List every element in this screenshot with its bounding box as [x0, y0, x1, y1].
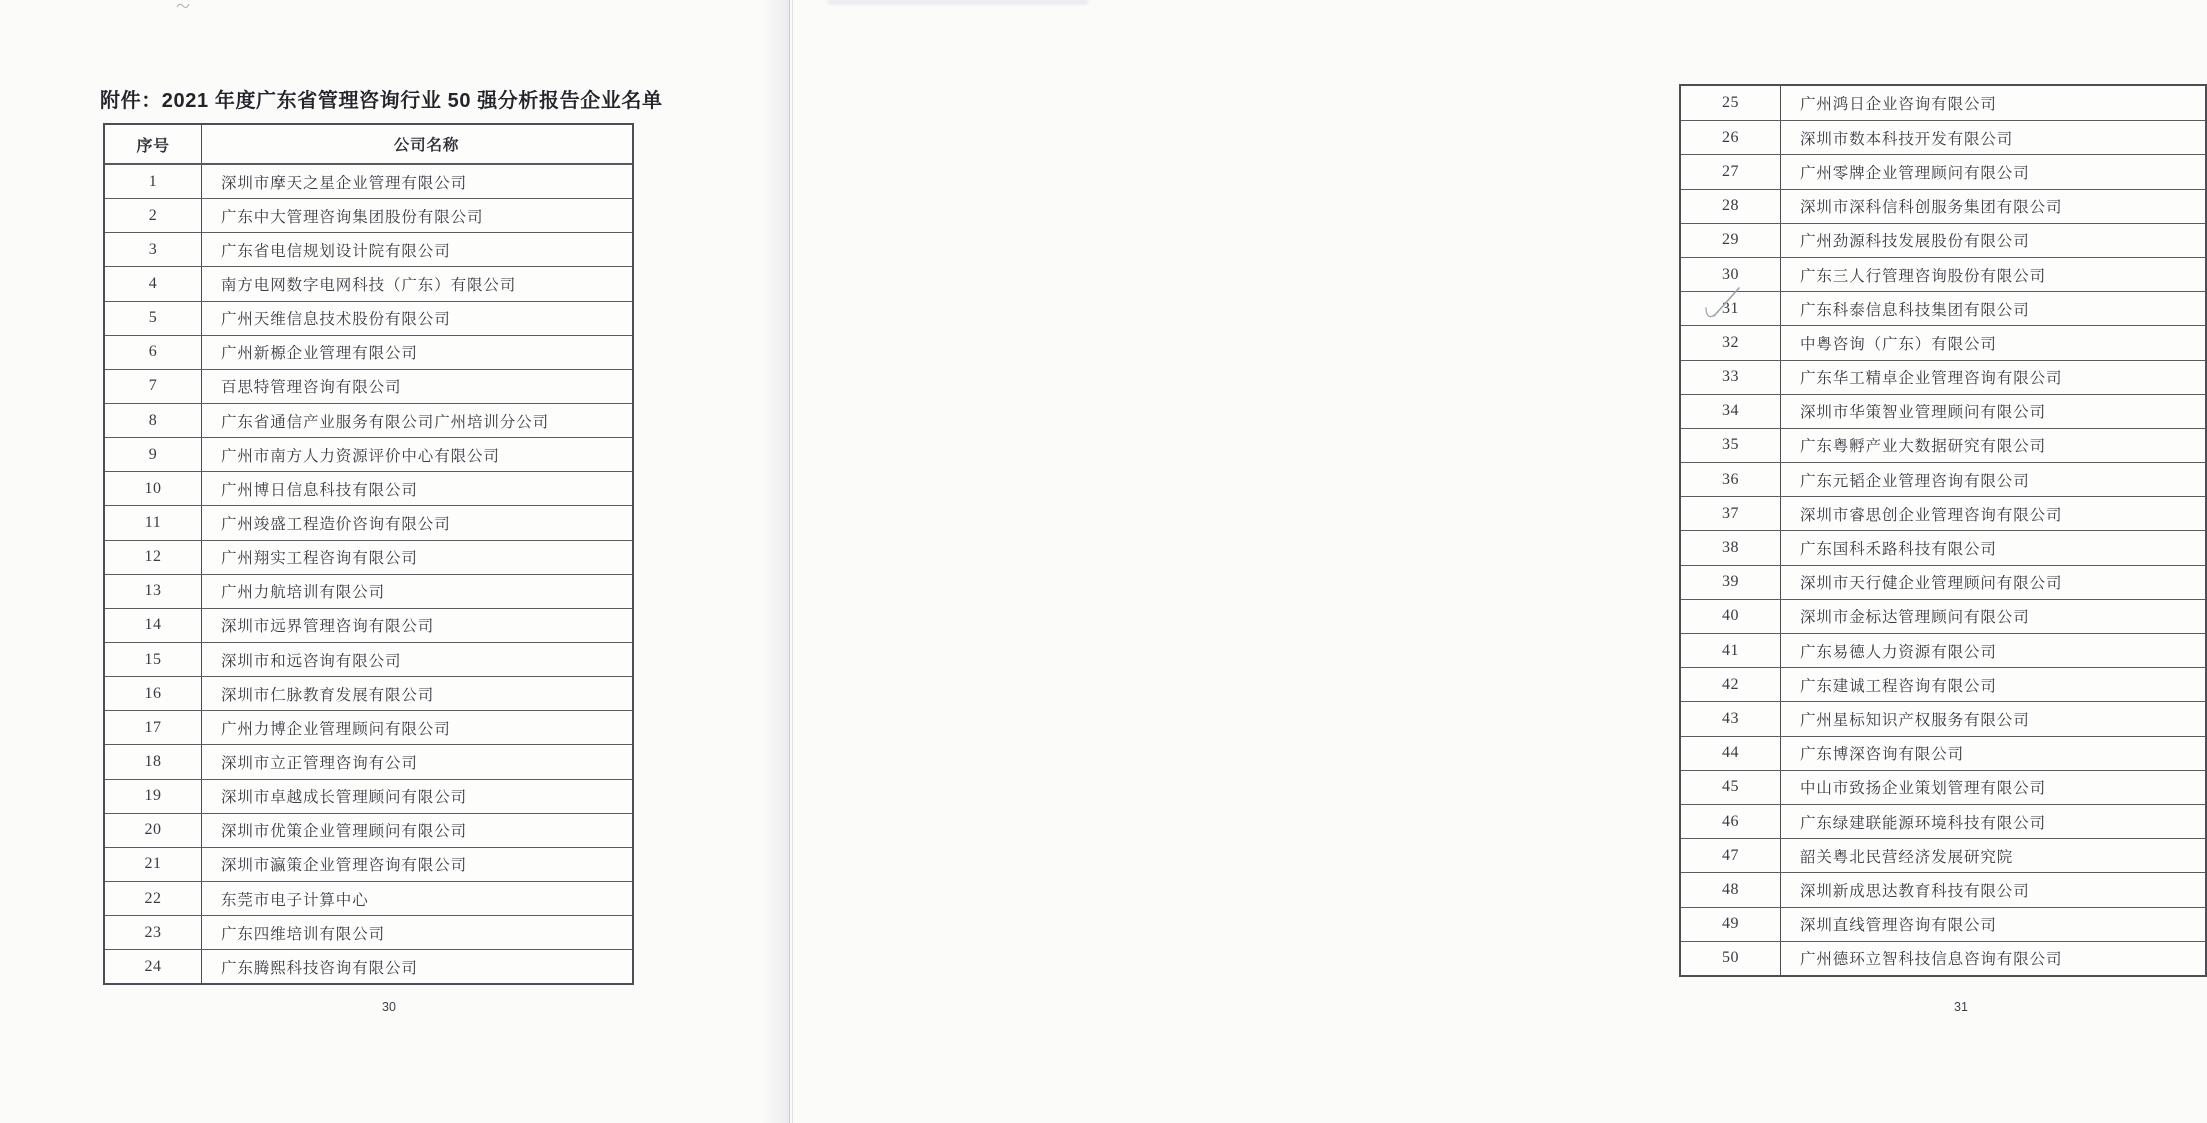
table-row — [105, 608, 632, 642]
table-row — [1681, 496, 2205, 530]
row-index: 49 — [1681, 908, 1781, 941]
table-row — [1681, 907, 2205, 941]
company-name: 广东华工精卓企业管理咨询有限公司 — [1800, 370, 2063, 388]
table-row — [1681, 872, 2205, 906]
company-name: 深圳市仁脉教育发展有限公司 — [221, 686, 435, 704]
row-index: 43 — [1681, 702, 1781, 735]
row-index: 15 — [105, 643, 202, 676]
row-index: 32 — [1681, 326, 1781, 359]
companies-table-right — [1679, 84, 2207, 977]
company-name: 广东腾熙科技咨询有限公司 — [221, 959, 418, 977]
header-company: 公司名称 — [393, 137, 460, 154]
company-name: 广东四维培训有限公司 — [221, 925, 386, 943]
table-body-left — [105, 164, 632, 983]
table-row — [105, 437, 632, 471]
company-name: 广州博日信息科技有限公司 — [221, 481, 418, 499]
company-name: 广州市南方人力资源评价中心有限公司 — [221, 447, 500, 465]
table-row — [105, 813, 632, 847]
table-row — [105, 847, 632, 881]
table-row — [1681, 736, 2205, 770]
company-name: 深圳市金标达管理顾问有限公司 — [1800, 609, 2030, 627]
table-row — [1681, 667, 2205, 701]
row-index: 24 — [105, 950, 202, 983]
company-name: 广州天维信息技术股份有限公司 — [221, 311, 451, 329]
table-row — [1681, 154, 2205, 188]
company-name: 深圳市和远咨询有限公司 — [221, 652, 402, 670]
row-index: 41 — [1681, 634, 1781, 667]
table-row — [105, 232, 632, 266]
table-row — [105, 266, 632, 300]
company-name: 广东省通信产业服务有限公司广州培训分公司 — [221, 413, 550, 431]
company-name: 广东易德人力资源有限公司 — [1800, 643, 1997, 661]
table-header-row — [105, 125, 632, 164]
company-name: 深圳直线管理咨询有限公司 — [1800, 917, 1997, 935]
row-index: 33 — [1681, 361, 1781, 394]
table-row — [105, 198, 632, 232]
row-index: 35 — [1681, 429, 1781, 462]
table-row — [105, 744, 632, 778]
table-row — [1681, 838, 2205, 872]
row-index: 13 — [105, 575, 202, 608]
row-index: 28 — [1681, 190, 1781, 223]
document-title: 附件：2021 年度广东省管理咨询行业 50 强分析报告企业名单 — [100, 90, 663, 112]
page-left — [0, 0, 790, 1123]
table-row — [1681, 257, 2205, 291]
table-row — [1681, 941, 2205, 975]
row-index: 9 — [105, 438, 202, 471]
row-index: 12 — [105, 541, 202, 574]
company-name: 广东建诚工程咨询有限公司 — [1800, 677, 1997, 695]
page-number-left: 30 — [382, 1000, 396, 1014]
company-name: 广州德环立智科技信息咨询有限公司 — [1800, 951, 2063, 969]
company-name: 深圳市瀛策企业管理咨询有限公司 — [221, 857, 468, 875]
table-row — [105, 471, 632, 505]
table-row — [1681, 770, 2205, 804]
row-index: 8 — [105, 404, 202, 437]
row-index: 7 — [105, 370, 202, 403]
company-name: 深圳新成思达教育科技有限公司 — [1800, 882, 2030, 900]
table-row — [105, 369, 632, 403]
company-name: 广东元韬企业管理咨询有限公司 — [1800, 472, 2030, 490]
company-name: 深圳市数本科技开发有限公司 — [1800, 130, 2014, 148]
company-name: 广州新榞企业管理有限公司 — [221, 345, 418, 363]
company-name: 深圳市天行健企业管理顾问有限公司 — [1800, 575, 2063, 593]
row-index: 16 — [105, 677, 202, 710]
company-name: 广州力博企业管理顾问有限公司 — [221, 720, 451, 738]
row-index: 2 — [105, 199, 202, 232]
table-row — [1681, 86, 2205, 120]
row-index: 37 — [1681, 497, 1781, 530]
table-row — [105, 881, 632, 915]
table-row — [105, 574, 632, 608]
company-name: 东莞市电子计算中心 — [221, 891, 369, 909]
table-row — [1681, 325, 2205, 359]
table-row — [1681, 291, 2205, 325]
page-right — [793, 0, 2063, 1123]
table-row — [1681, 462, 2205, 496]
table-row — [105, 779, 632, 813]
table-row — [105, 403, 632, 437]
row-index: 45 — [1681, 771, 1781, 804]
header-index: 序号 — [105, 125, 202, 163]
table-body-right — [1681, 86, 2205, 975]
row-index: 26 — [1681, 121, 1781, 154]
company-name: 中粤咨询（广东）有限公司 — [1800, 335, 1997, 353]
company-name: 广州鸿日企业咨询有限公司 — [1800, 96, 1997, 114]
table-row — [105, 164, 632, 198]
row-index: 31 — [1681, 292, 1781, 325]
table-row — [105, 335, 632, 369]
company-name: 韶关粤北民营经济发展研究院 — [1800, 848, 2014, 866]
row-index: 22 — [105, 882, 202, 915]
company-name: 深圳市优策企业管理顾问有限公司 — [221, 823, 468, 841]
row-index: 50 — [1681, 942, 1781, 975]
table-row — [1681, 120, 2205, 154]
table-row — [105, 642, 632, 676]
company-name: 广东绿建联能源环境科技有限公司 — [1800, 814, 2047, 832]
table-row — [1681, 428, 2205, 462]
company-name: 深圳市华策智业管理顾问有限公司 — [1800, 404, 2047, 422]
row-index: 23 — [105, 916, 202, 949]
row-index: 20 — [105, 814, 202, 847]
company-name: 广州劲源科技发展股份有限公司 — [1800, 233, 2030, 251]
company-name: 广东粤孵产业大数据研究有限公司 — [1800, 438, 2047, 456]
table-row — [105, 915, 632, 949]
companies-table-left — [103, 123, 634, 985]
table-row — [105, 949, 632, 983]
row-index: 19 — [105, 780, 202, 813]
company-name: 中山市致扬企业策划管理有限公司 — [1800, 780, 2047, 798]
table-row — [105, 540, 632, 574]
table-row — [1681, 530, 2205, 564]
row-index: 36 — [1681, 463, 1781, 496]
table-row — [105, 676, 632, 710]
table-row — [1681, 223, 2205, 257]
company-name: 广州竣盛工程造价咨询有限公司 — [221, 515, 451, 533]
company-name: 广东中大管理咨询集团股份有限公司 — [221, 208, 484, 226]
table-row — [1681, 189, 2205, 223]
table-row — [1681, 804, 2205, 838]
row-index: 17 — [105, 711, 202, 744]
row-index: 4 — [105, 267, 202, 300]
table-row — [1681, 701, 2205, 735]
company-name: 广东省电信规划设计院有限公司 — [221, 242, 451, 260]
company-name: 深圳市立正管理咨询有公司 — [221, 754, 418, 772]
table-row — [1681, 599, 2205, 633]
row-index: 39 — [1681, 566, 1781, 599]
company-name: 广州力航培训有限公司 — [221, 584, 386, 602]
row-index: 27 — [1681, 155, 1781, 188]
company-name: 广州零牌企业管理顾问有限公司 — [1800, 164, 2030, 182]
row-index: 18 — [105, 745, 202, 778]
company-name: 广州星标知识产权服务有限公司 — [1800, 711, 2030, 729]
table-row — [1681, 394, 2205, 428]
row-index: 34 — [1681, 395, 1781, 428]
row-index: 48 — [1681, 873, 1781, 906]
row-index: 6 — [105, 336, 202, 369]
page-number-right: 31 — [1954, 1000, 1968, 1014]
row-index: 42 — [1681, 668, 1781, 701]
company-name: 深圳市深科信科创服务集团有限公司 — [1800, 199, 2063, 217]
row-index: 11 — [105, 506, 202, 539]
company-name: 深圳市卓越成长管理顾问有限公司 — [221, 789, 468, 807]
company-name: 广东三人行管理咨询股份有限公司 — [1800, 267, 2047, 285]
row-index: 47 — [1681, 839, 1781, 872]
company-name: 深圳市摩天之星企业管理有限公司 — [221, 174, 468, 192]
row-index: 5 — [105, 302, 202, 335]
company-name: 广东科泰信息科技集团有限公司 — [1800, 301, 2030, 319]
row-index: 3 — [105, 233, 202, 266]
row-index: 25 — [1681, 86, 1781, 120]
row-index: 1 — [105, 165, 202, 198]
row-index: 14 — [105, 609, 202, 642]
row-index: 46 — [1681, 805, 1781, 838]
row-index: 21 — [105, 848, 202, 881]
company-name: 百思特管理咨询有限公司 — [221, 379, 402, 397]
company-name: 深圳市远界管理咨询有限公司 — [221, 618, 435, 636]
company-name: 广东国科禾路科技有限公司 — [1800, 541, 1997, 559]
row-index: 10 — [105, 472, 202, 505]
row-index: 29 — [1681, 224, 1781, 257]
table-row — [105, 301, 632, 335]
table-row — [105, 505, 632, 539]
company-name: 广东博深咨询有限公司 — [1800, 746, 1965, 764]
company-name: 广州翔实工程咨询有限公司 — [221, 550, 418, 568]
row-index: 30 — [1681, 258, 1781, 291]
company-name: 深圳市睿思创企业管理咨询有限公司 — [1800, 506, 2063, 524]
table-row — [105, 710, 632, 744]
row-index: 38 — [1681, 531, 1781, 564]
row-index: 40 — [1681, 600, 1781, 633]
scan-smudge-mark — [176, 1, 190, 10]
company-name: 南方电网数字电网科技（广东）有限公司 — [221, 276, 517, 294]
table-row — [1681, 565, 2205, 599]
table-row — [1681, 360, 2205, 394]
table-row — [1681, 633, 2205, 667]
row-index: 44 — [1681, 737, 1781, 770]
